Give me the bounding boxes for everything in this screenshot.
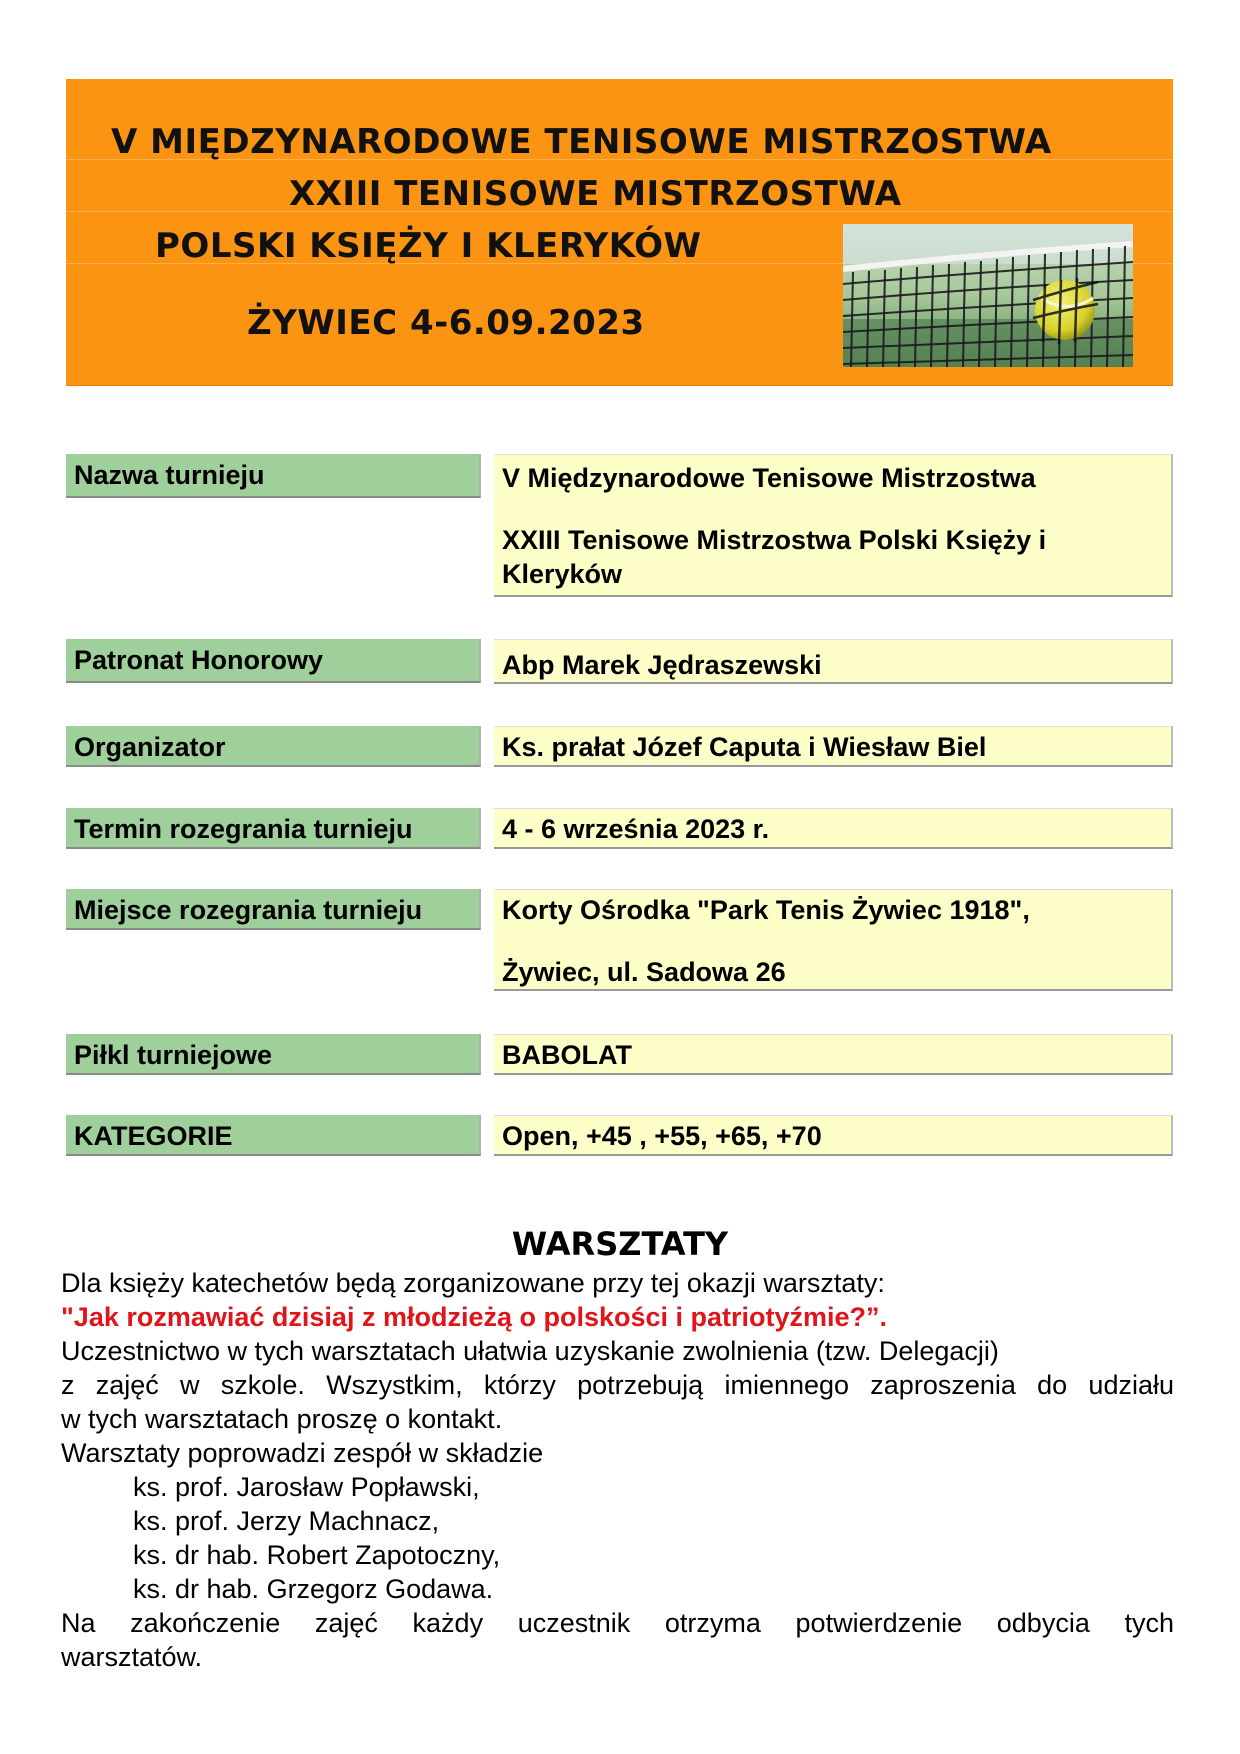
- header-title-line3: POLSKI KSIĘŻY I KLERYKÓW: [155, 226, 702, 266]
- value-line: V Międzynarodowe Tenisowe Mistrzostwa: [502, 463, 1036, 493]
- value-organizer: Ks. prałat Józef Caputa i Wiesław Biel: [494, 726, 1173, 767]
- workshop-paragraph-line: z zajęć w szkole. Wszystkim, którzy potrzebują imiennego zaproszenia do udziału: [61, 1370, 1174, 1400]
- workshop-closing-line: Na zakończenie zajęć każdy uczestnik otrzyma potwierdzenie odbycia tych: [61, 1608, 1174, 1638]
- team-member: ks. dr hab. Robert Zapotoczny,: [133, 1540, 501, 1570]
- label-venue: Miejsce rozegrania turnieju: [66, 889, 481, 930]
- label-categories: KATEGORIE: [66, 1115, 481, 1156]
- value-line: XXIII Tenisowe Mistrzostwa Polski Księży i Kleryków: [502, 525, 1047, 589]
- team-member: ks. dr hab. Grzegorz Godawa.: [133, 1574, 494, 1604]
- team-member: ks. prof. Jarosław Popławski,: [133, 1472, 480, 1502]
- tennis-net-image: [843, 224, 1133, 367]
- header-date: ŻYWIEC 4-6.09.2023: [247, 303, 645, 343]
- workshop-topic: "Jak rozmawiać dzisiaj z młodzieżą o polskości i patriotyźmie?”.: [61, 1302, 888, 1332]
- value-tournament-name: [494, 454, 1173, 597]
- value-line: Żywiec, ul. Sadowa 26: [502, 957, 786, 987]
- workshop-closing-line: warsztatów.: [61, 1642, 203, 1672]
- value-balls: BABOLAT: [494, 1034, 1173, 1075]
- workshop-paragraph-line: w tych warsztatach proszę o kontakt.: [61, 1404, 503, 1434]
- value-date: 4 - 6 września 2023 r.: [494, 808, 1173, 849]
- value-honorary-patronage: Abp Marek Jędraszewski: [494, 639, 1173, 684]
- value-line: Korty Ośrodka "Park Tenis Żywiec 1918",: [502, 895, 1030, 925]
- value-venue: [494, 889, 1173, 991]
- value-categories: Open, +45 , +55, +65, +70: [494, 1115, 1173, 1156]
- workshop-title: WARSZTATY: [511, 1225, 729, 1263]
- label-honorary-patronage: Patronat Honorowy: [66, 639, 481, 683]
- header-title-line1: V MIĘDZYNARODOWE TENISOWE MISTRZOSTWA: [111, 122, 1052, 162]
- workshop-intro: Dla księży katechetów będą zorganizowane przy tej okazji warsztaty:: [61, 1268, 885, 1298]
- label-balls: Piłkl turniejowe: [66, 1034, 481, 1075]
- label-organizer: Organizator: [66, 726, 481, 767]
- label-tournament-name: Nazwa turnieju: [66, 454, 481, 498]
- header-title-line2: XXIII TENISOWE MISTRZOSTWA: [289, 174, 902, 214]
- team-member: ks. prof. Jerzy Machnacz,: [133, 1506, 440, 1536]
- workshop-body: [61, 1266, 1174, 1674]
- workshop-team-intro: Warsztaty poprowadzi zespół w składzie: [61, 1438, 544, 1468]
- label-date: Termin rozegrania turnieju: [66, 808, 481, 849]
- workshop-paragraph-line: Uczestnictwo w tych warsztatach ułatwia uzyskanie zwolnienia (tzw. Delegacji): [61, 1336, 999, 1366]
